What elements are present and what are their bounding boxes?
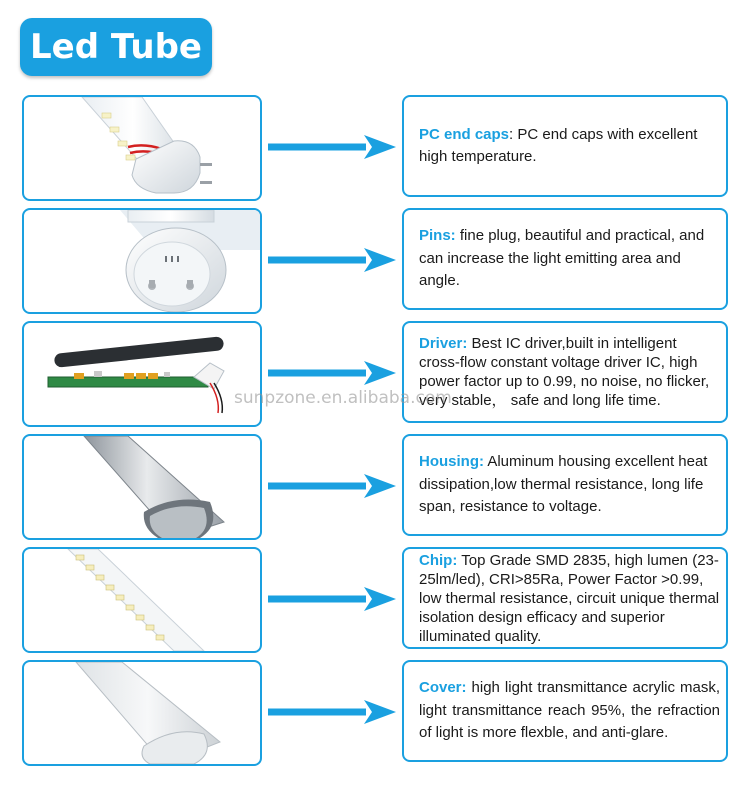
arrow-right-icon — [268, 700, 396, 724]
arrow-right-icon — [268, 361, 396, 385]
feature-label: Chip: — [419, 551, 458, 569]
feature-text: PC end caps with excellent high temperature. — [419, 125, 698, 165]
feature-row-pc-end-caps — [0, 95, 750, 201]
feature-description-pc-end-caps — [402, 95, 728, 197]
arrow-right-icon — [268, 474, 396, 498]
page-title: Led Tube — [20, 18, 212, 76]
arrow-right-icon — [268, 135, 396, 159]
feature-description-pins — [402, 208, 728, 310]
feature-description-housing — [402, 434, 728, 536]
cover-image — [22, 660, 262, 766]
pc-end-cap-image — [22, 95, 262, 201]
feature-text: Top Grade SMD 2835, high lumen (23-25lm/led), CRI>85Ra, Power Factor >0.99, low thermal resistance, circuit unique thermal isolation design efficacy and superior illuminated quality. — [419, 551, 720, 645]
arrow-right-icon — [268, 587, 396, 611]
feature-label: Housing: — [419, 453, 484, 471]
feature-description-chip — [402, 547, 728, 649]
feature-row-pins — [0, 208, 750, 314]
feature-text: Aluminum housing excellent heat dissipation,low thermal resistance, long life span, resistance to voltage. — [419, 453, 708, 516]
feature-description-driver — [402, 321, 728, 423]
feature-row-cover — [0, 660, 750, 766]
arrow-right-icon — [268, 248, 396, 272]
feature-text: high light transmittance acrylic mask, light transmittance reach 95%, the refraction of light is more flexble, and anti-glare. — [419, 679, 720, 742]
driver-image — [22, 321, 262, 427]
pins-image — [22, 208, 262, 314]
feature-separator: : — [509, 125, 518, 143]
feature-row-driver — [0, 321, 750, 427]
feature-label: Pins: — [419, 227, 456, 245]
feature-text: fine plug, beautiful and practical, and can increase the light emitting area and angle. — [419, 227, 705, 290]
feature-label: Cover: — [419, 679, 467, 697]
feature-label: PC end caps — [419, 125, 510, 143]
feature-label: Driver: — [419, 335, 468, 352]
feature-description-cover — [402, 660, 728, 762]
feature-row-housing — [0, 434, 750, 540]
watermark: sunpzone.en.alibaba.com — [234, 388, 452, 408]
chip-image — [22, 547, 262, 653]
feature-row-chip — [0, 547, 750, 653]
feature-text: Best IC driver,built in intelligent cross-flow constant voltage driver IC, high power factor up to 0.99, no noise, no flicker, very stable， safe and long life time. — [419, 335, 710, 409]
housing-image — [22, 434, 262, 540]
